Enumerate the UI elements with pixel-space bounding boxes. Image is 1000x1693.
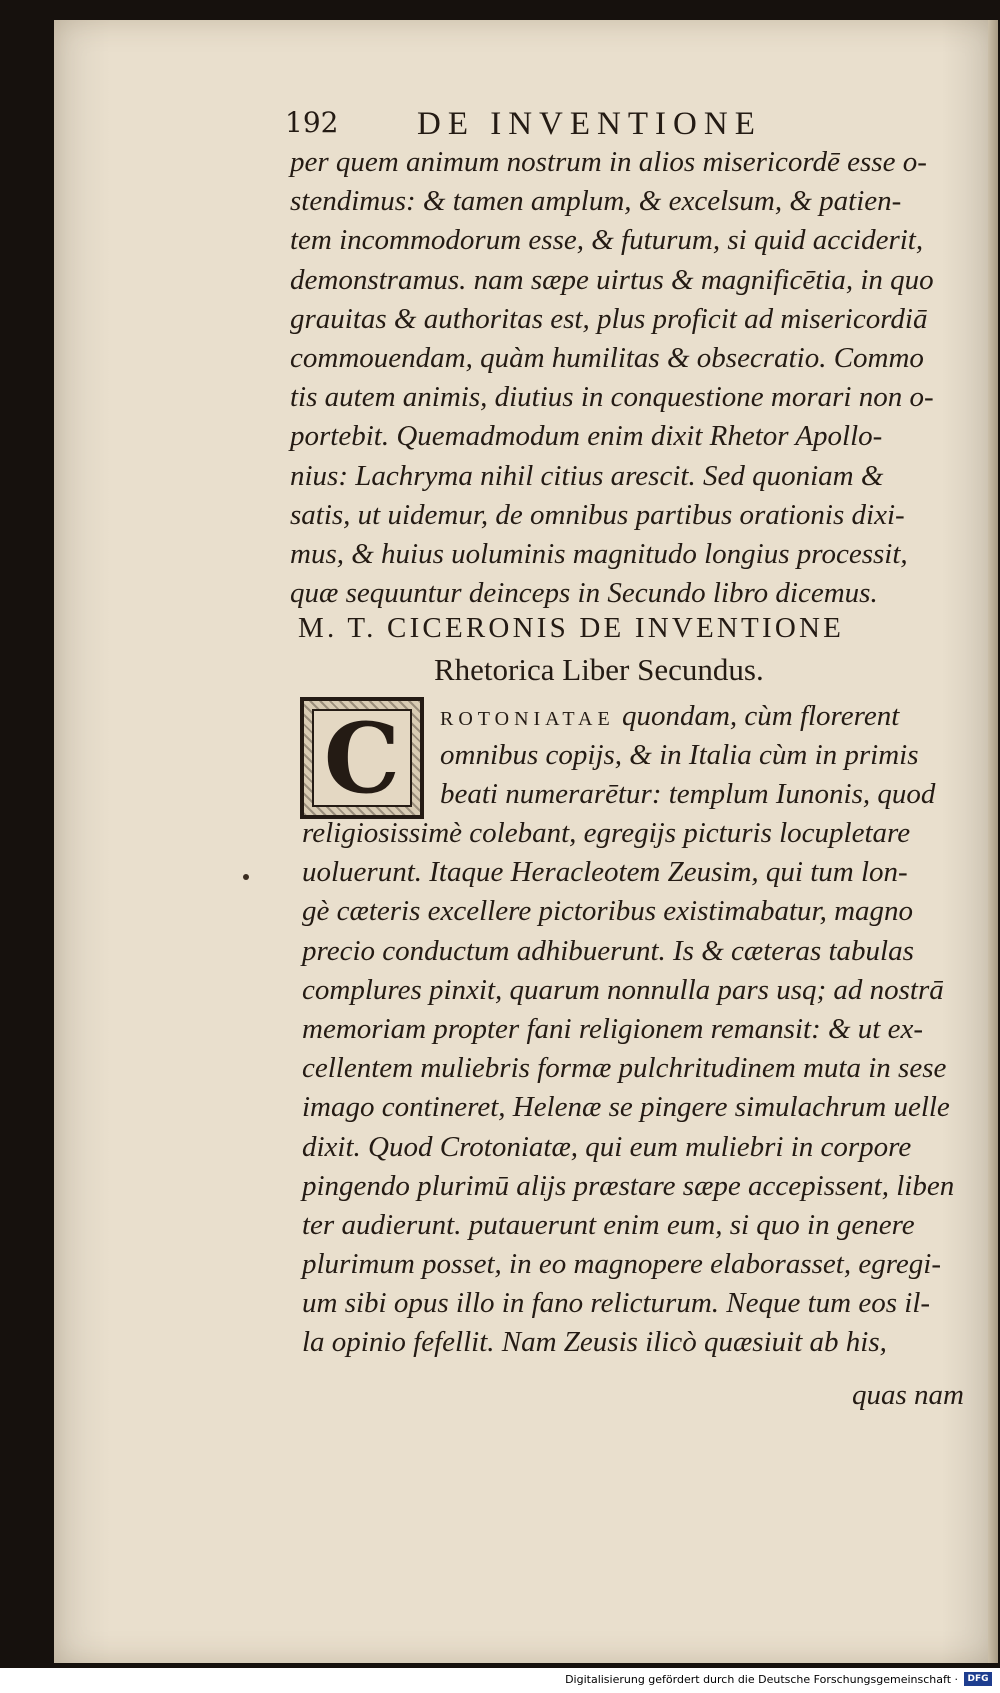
text-line: commouendam, quàm humilitas & obsecratio. Commo	[290, 341, 924, 374]
book-heading: M. T. CICERONIS DE INVENTIONE	[298, 612, 845, 644]
text-line: ter audierunt. putauerunt enim eum, si quo in genere	[302, 1208, 915, 1241]
text-block-book-two	[302, 814, 978, 1363]
text-line: precio conductum adhibuerunt. Is & cæteras tabulas	[302, 934, 914, 967]
text-block-opening-lines	[440, 697, 960, 815]
text-line-rest: omnibus copijs, & in Italia cùm in primis	[440, 739, 919, 772]
text-line: religiosissimè colebant, egregijs picturis locupletare	[302, 817, 911, 849]
text-line-rest: quondam, cùm florerent	[614, 700, 900, 732]
dfg-logo: DFG	[964, 1672, 992, 1686]
funding-notice: Digitalisierung gefördert durch die Deutsche Forschungsgemeinschaft ·	[565, 1673, 958, 1686]
text-line: pingendo plurimū alijs præstare sæpe accepissent, liben	[302, 1169, 955, 1202]
page-header	[285, 106, 845, 146]
text-line: imago contineret, Helenæ se pingere simulachrum uelle	[302, 1091, 950, 1124]
book-subheading: Rhetorica Liber Secundus.	[434, 652, 764, 687]
text-block-book-one-ending	[290, 143, 966, 613]
text-line: portebit. Quemadmodum enim dixit Rhetor Apollo-	[290, 420, 883, 453]
text-line: gè cæteris excellere pictoribus existimabatur, magno	[302, 895, 914, 928]
footer-bar	[0, 1668, 1000, 1693]
text-line	[440, 697, 960, 736]
text-line: quæ sequuntur deinceps in Secundo libro dicemus.	[290, 577, 878, 610]
page-edge	[988, 20, 998, 1663]
page-number: 192	[285, 106, 339, 139]
running-title: DE INVENTIONE	[417, 106, 762, 142]
text-line: tem incommodorum esse, & futurum, si quid acciderit,	[290, 224, 924, 257]
text-line: demonstramus. nam sæpe uirtus & magnificētia, in quo	[290, 263, 934, 296]
text-line: mus, & huius uoluminis magnitudo longius processit,	[290, 537, 908, 570]
decorated-initial	[300, 697, 424, 819]
text-line-rest: beati numerarētur: templum Iunonis, quod	[440, 778, 936, 811]
text-line: plurimum posset, in eo magnopere elaborasset, egregi-	[302, 1248, 941, 1281]
text-line: grauitas & authoritas est, plus proficit ad misericordiā	[290, 302, 928, 335]
decorated-initial-frame	[312, 701, 412, 815]
text-line: stendimus: & tamen amplum, & excelsum, & patien-	[290, 185, 902, 218]
text-line: complures pinxit, quarum nonnulla pars usq; ad nostrā	[302, 973, 944, 1006]
decorated-initial-letter: C	[323, 701, 401, 815]
text-line: satis, ut uidemur, de omnibus partibus orationis dixi-	[290, 498, 905, 531]
catchword: quas nam	[852, 1379, 964, 1411]
text-line: cellentem muliebris formæ pulchritudinem muta in sese	[302, 1052, 947, 1085]
smallcaps-word: ROTONIATAE	[440, 708, 615, 730]
text-line	[440, 736, 960, 775]
ink-spot	[243, 874, 249, 880]
text-line: um sibi opus illo in fano relicturum. Neque tum eos il-	[302, 1287, 931, 1320]
text-line: per quem animum nostrum in alios misericordē esse o-	[290, 146, 927, 178]
text-line: uoluerunt. Itaque Heracleotem Zeusim, qui tum lon-	[302, 856, 908, 889]
text-line: dixit. Quod Crotoniatæ, qui eum muliebri in corpore	[302, 1130, 912, 1163]
text-line	[440, 775, 960, 814]
text-line: nius: Lachryma nihil citius arescit. Sed quoniam &	[290, 459, 884, 492]
text-line: memoriam propter fani religionem remansit: & ut ex-	[302, 1012, 923, 1045]
text-line: tis autem animis, diutius in conquestione morari non o-	[290, 381, 934, 414]
text-line: la opinio fefellit. Nam Zeusis ilicò quæsiuit ab his,	[302, 1326, 887, 1359]
